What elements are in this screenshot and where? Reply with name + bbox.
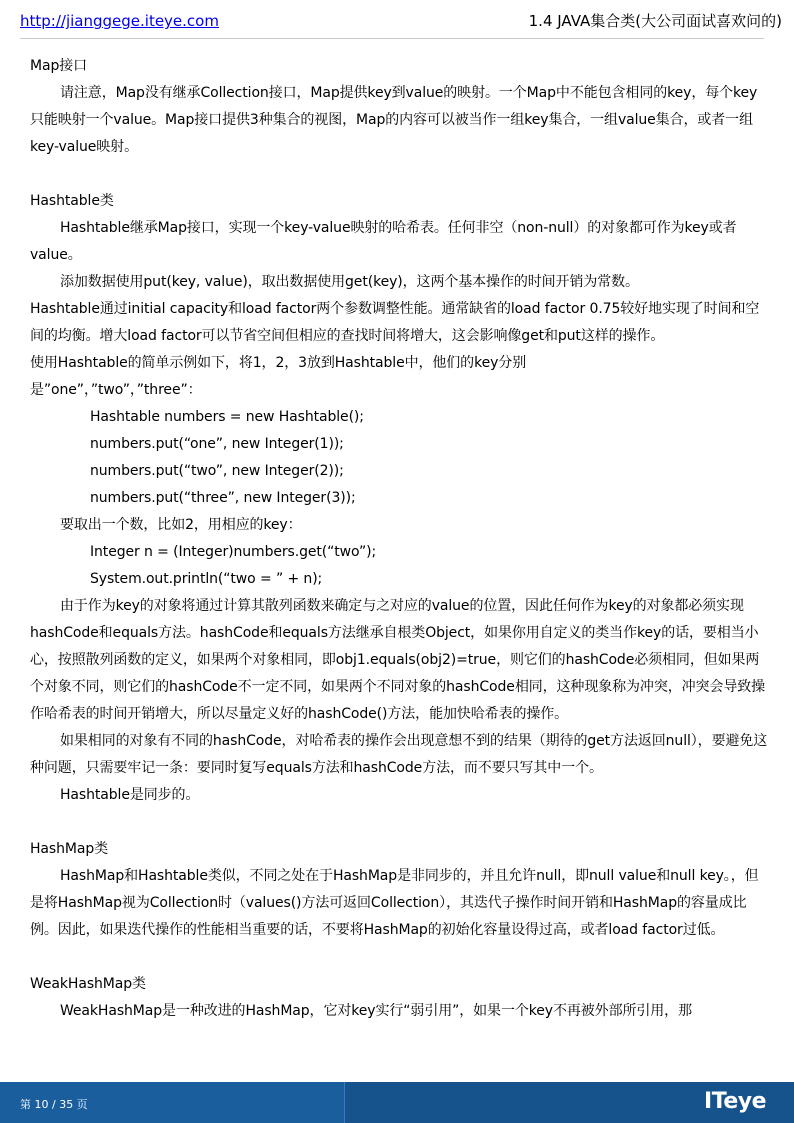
paragraph: Hashtable继承Map接口，实现一个key-value映射的哈希表。任何非空（non-null）的对象都可作为key或者value。 [30,220,737,263]
page-footer [0,1082,794,1123]
paragraph: 要取出一个数，比如2，用相应的key： [60,517,302,533]
header-divider [20,38,764,39]
paragraph: WeakHashMap类 [30,976,146,992]
paragraph: 是”one”，”two”，”three”： [30,382,202,398]
paragraph: 由于作为key的对象将通过计算其散列函数来确定与之对应的value的位置，因此任何作为key的对象都必须实现hashCode和equals方法。hashCode和equals方法继承自根类Object，如果你用自定义的类当作key的话，要相当小心，按照散列函数的定义，如果两个对象相同，即obj1.equals(obj2)=true，则它们的hashCode必须相同，但如果两个对象不同，则它们的hashCode不一定不同，如果两个不同对象的hashCode相同，这种现象称为冲突，冲突会导致操作哈希表的时间开销增大，所以尽量定义好的hashCode()方法，能加快哈希表的操作。 [30,598,766,722]
paragraph: Hashtable通过initial capacity和load factor两个参数调整性能。通常缺省的load factor 0.75较好地实现了时间和空间的均衡。增大load factor可以节省空间但相应的查找时间将增大，这会影响像get和put这样的操作。 [30,301,760,344]
code-line: numbers.put(“three”, new Integer(3)); [90,490,356,506]
code-line: numbers.put(“two”, new Integer(2)); [90,463,344,479]
document-title: 1.4 JAVA集合类(大公司面试喜欢问的) [528,12,782,30]
paragraph: WeakHashMap是一种改进的HashMap，它对key实行“弱引用”，如果一个key不再被外部所引用，那 [60,1003,692,1019]
paragraph: 添加数据使用put(key, value)，取出数据使用get(key)，这两个基本操作的时间开销为常数。 [60,274,639,290]
paragraph-gap [30,809,768,836]
paragraph-gap [30,944,768,971]
code-line: Hashtable numbers = new Hashtable(); [90,409,364,425]
paragraph: HashMap类 [30,841,109,857]
paragraph: 如果相同的对象有不同的hashCode，对哈希表的操作会出现意想不到的结果（期待的get方法返回null），要避免这种问题，只需要牢记一条：要同时复写equals方法和hashCode方法，而不要只写其中一个。 [30,733,768,776]
paragraph: 使用Hashtable的简单示例如下，将1，2，3放到Hashtable中，他们的key分别 [30,355,527,371]
code-line: Integer n = (Integer)numbers.get(“two”); [90,544,377,560]
paragraph-gap [30,161,768,188]
paragraph: Map接口 [30,58,88,74]
page-header [20,8,784,34]
code-line: numbers.put(“one”, new Integer(1)); [90,436,344,452]
code-line: System.out.println(“two = ” + n); [90,571,323,587]
site-url-link[interactable]: http://jianggege.iteye.com [20,12,219,30]
paragraph: Hashtable是同步的。 [60,787,200,803]
paragraph: HashMap和Hashtable类似，不同之处在于HashMap是非同步的，并且允许null，即null value和null key。，但是将HashMap视为Collection时（values()方法可返回Collection），其迭代子操作时间开销和HashMap的容量成比例。因此，如果迭代操作的性能相当重要的话，不要将HashMap的初始化容量设得过高，或者load factor过低。 [30,868,759,938]
document-body [30,53,768,1025]
iteye-logo: ITeye [704,1089,766,1114]
page-number: 第 10 / 35 页 [20,1098,88,1111]
paragraph: Hashtable类 [30,193,114,209]
paragraph: 请注意，Map没有继承Collection接口，Map提供key到value的映射。一个Map中不能包含相同的key，每个key只能映射一个value。Map接口提供3种集合的视图，Map的内容可以被当作一组key集合，一组value集合，或者一组key-value映射。 [30,85,758,155]
